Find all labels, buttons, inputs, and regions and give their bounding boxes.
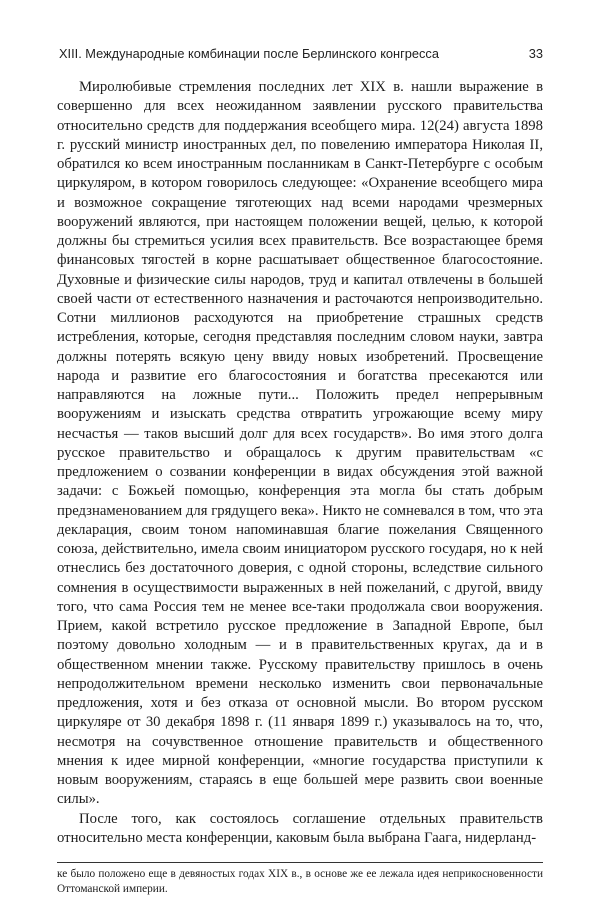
running-title: XIII. Международные комбинации после Берлинского конгресса [59,46,439,61]
book-page [57,46,543,897]
footnote-divider [57,862,543,863]
footnote: ке было положено еще в девяностых годах XIX в., в основе же ее лежала идея неприкосновенности Оттоманской империи. [57,868,543,895]
page-number: 33 [528,46,543,61]
paragraph-2: После того, как состоялось соглашение отдельных правительств относительно места конференции, каковым была выбрана Гаага, нидерланд- [57,810,543,846]
running-header [57,46,543,70]
paragraph-1: Миролюбивые стремления последних лет XIX в. нашли выражение в совершенно для всех неожиданном заявлении русского правительства относительно средств для поддержания всеобщего мира. 12(24) августа 1898 г. русский министр иностранных дел, по повелению императора Николая II, обратился ко всем иностранным посланникам в Санкт-Петербурге с особым циркуляром, в котором говорилось следующее: «Охранение всеобщего мира и возможное сокращение тяготеющих над всеми народами чрезмерных вооружений являются, при настоящем положении вещей, целью, к которой должны бы стремиться усилия всех правительств. Все возрастающее бремя финансовых тягостей в корне расшатывает общественное благосостояние. Духовные и физические силы народов, труд и капитал отвлечены в большей своей части от естественного назначения и расточаются непроизводительно. Сотни миллионов расходуются на приобретение страшных средств истребления, которые, сегодня представляя последним словом науки, завтра должны потерять всякую цену ввиду новых изобретений. Просвещение народа и развитие его благосостояния и богатства пресекаются или направляются на ложные пути... Положить предел непрерывным вооружениям и изыскать средства отвратить угрожающие всему миру несчастья — таков высший долг для всех государств». Во имя этого долга русское правительство и обращалось к другим правительствам «с предложением о созвании конференции в видах обсуждения этой важной задачи: с Божьей помощью, конференция эта могла бы стать добрым предзнаменованием для грядущего века». Никто не сомневался в том, что эта декларация, своим тоном напоминавшая благие пожелания Священного союза, действительно, имела своим инициатором русского государя, но к ней отнеслись без достаточного доверия, с одной стороны, вследствие сильного сомнения в осуществимости выраженных в ней пожеланий, с другой, ввиду того, что сама Россия тем не менее все-таки продолжала свои вооружения. Прием, какой встретило русское предложение в Западной Европе, был поэтому довольно холодным — и в правительственных кругах, да и в общественном мнении также. Русскому правительству пришлось в очень непродолжительном времени несколько изменить свои первоначальные предложения, хотя и без отказа от основной мысли. Во втором русском циркуляре от 30 декабря 1898 г. (11 января 1899 г.) указывалось на то, что, несмотря на сочувственное отношение правительств и общественного мнения к идее мирной конференции, «многие государства приступили к новым вооружениям, стараясь в еще большей мере развить свои военные силы». [57,79,543,808]
body-text [57,78,543,848]
